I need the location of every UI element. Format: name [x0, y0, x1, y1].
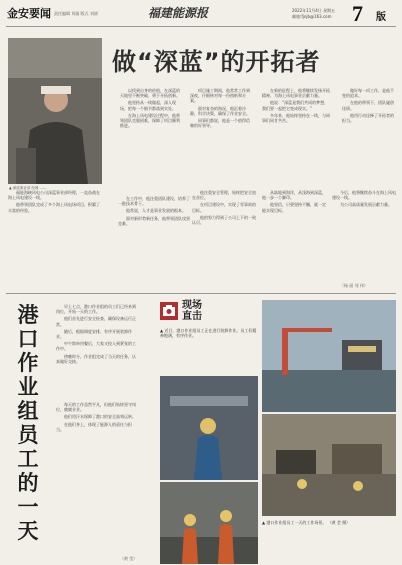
paragraph: 他坚持从一线做起，深入现场，把每一个细节都落到实处。: [120, 100, 176, 111]
article-column: [120, 88, 180, 130]
photo-caption: ▲ 深蓝事业部 经理 ……: [9, 186, 47, 190]
article-author: （杨 丽 刘 伟）: [340, 283, 368, 288]
article-headline: 做“深蓝”的开拓者: [112, 48, 321, 76]
paragraph: 福能海峡风电公司深蓝事业部经理，一直奋战在海上风电建设一线。: [8, 190, 100, 201]
scene-title-line: 直击: [182, 311, 202, 322]
paragraph: 他说：“深蓝是我们共同的梦想，我们要一起把它变成现实。”: [262, 100, 329, 111]
vertical-headline: 港口作业组员工的一天: [17, 302, 39, 543]
article-column: [190, 88, 250, 130]
paragraph: 随后，根据调度安排，有序开展装卸作业。: [56, 328, 132, 340]
paragraph: 多年来，他始终坚持在一线，与同事们同甘共苦。: [262, 112, 330, 124]
article-author: （黄 莹）: [120, 556, 138, 561]
worker-photo-graphic: [160, 482, 258, 564]
paragraph: 在工作中，他注重团队建设，培养了一批技术骨干。: [118, 196, 190, 207]
scene-title-line: 现场: [182, 300, 202, 311]
worker-photo-graphic: [160, 376, 258, 480]
paragraph: 面对新形势新任务，他带领团队攻坚克难。: [118, 215, 190, 226]
article-column: [262, 88, 332, 125]
article-column: [192, 190, 258, 227]
paragraph: 他坚信，只要坚持不懈，就一定能实现目标。: [262, 202, 326, 213]
paragraph: 在他们身上，体现了能源人的责任与担当。: [56, 421, 132, 432]
photo-caption: ▲ 近日，港口作业组员工正在进行装卸作业。员工们精神饱满，有序作业。: [160, 328, 257, 339]
camera-icon: [160, 302, 178, 320]
dock-photo-graphic: [262, 414, 396, 516]
paragraph: 他常说，人才是事业发展的根本。: [126, 208, 186, 214]
editor-line: 责任编辑 刘瑜 版式 刘倩: [54, 11, 98, 16]
section-rule: [6, 293, 396, 294]
article-column: [118, 196, 190, 228]
paragraph: 傍晚时分，作业组完成了当天的任务，认真做好交接。: [56, 353, 136, 364]
worker-photo: [160, 376, 258, 480]
portrait-photo-graphic: [8, 38, 102, 184]
paragraph: 面对复杂的海况，他沉着冷静，科学决策，确保了作业安全。: [190, 105, 250, 116]
paragraph: 项目施工期间，他常常工作到深夜，仔细核对每一份图纸和方案。: [190, 88, 250, 104]
page-unit: 版: [376, 12, 386, 23]
page-header: [0, 0, 402, 26]
article-column: [342, 88, 396, 125]
scene-label: [160, 300, 222, 322]
issue-date: 2022年11月4日 星期五: [292, 8, 336, 13]
paragraph: 中午简单用餐后，大家又投入到紧张的工作中。: [56, 341, 136, 352]
newspaper-title: 福建能源报: [148, 6, 209, 20]
port-photo-graphic: [262, 300, 396, 412]
article-column: [332, 190, 396, 210]
article-column: [56, 304, 138, 366]
port-photo: [262, 300, 396, 412]
paragraph: 在海上风电建设过程中，他带领团队克服困难，保障了项目顺利推进。: [120, 112, 180, 129]
paragraph: 他的努力得到了公司上下的一致认可。: [192, 214, 256, 226]
paragraph: 在项目建设中，实现了零事故的目标。: [192, 202, 256, 213]
paragraph: 做好每一项工作，是他不变的追求。: [342, 88, 394, 99]
photo-caption: ▲ 港口作业组员工一天的工作场景。 （黄 莹 摄）: [262, 520, 351, 525]
paragraph: 在新的征程上，他将继续发扬开拓精神，为海上风电事业贡献力量。: [262, 88, 330, 99]
worker-photo: [160, 482, 258, 564]
paragraph: 他带领团队完成了多个海上风电场项目，积累了丰富的经验。: [8, 202, 100, 213]
article-column: [8, 190, 102, 215]
paragraph: 他注重安全管理，始终把安全放在首位。: [192, 190, 256, 201]
article-column: [56, 402, 138, 434]
camera-icon-graphic: [160, 302, 178, 320]
paragraph: 早上七点，港口作业组的员工们已经来到岗位，开始一天的工作。: [56, 304, 136, 315]
paragraph: 为公司高质量发展贡献力量。: [340, 202, 392, 208]
section-title: 金安要闻: [7, 7, 51, 20]
email-line: 邮箱:fjnjb@163.com: [292, 14, 332, 19]
paragraph: 今后，他将继续奋斗在海上风电建设一线。: [332, 190, 396, 201]
scene-title: [182, 300, 202, 322]
portrait-photo: [8, 38, 102, 184]
paragraph: 在他的带领下，团队屡创佳绩。: [342, 100, 394, 111]
page-number: 7: [352, 1, 363, 26]
paragraph: 从陆地到海洋，从浅海到深蓝，他一步一个脚印。: [262, 190, 326, 201]
paragraph: 同事们都说，他是一个值得信赖的好领导。: [190, 118, 250, 129]
dock-photo: [262, 414, 396, 516]
article-column: [262, 190, 328, 215]
paragraph: 他们首先进行安全检查，确保设备运行正常。: [56, 316, 136, 327]
paragraph: 每天的工作虽然平凡，但他们始终坚守岗位，兢兢业业。: [56, 402, 136, 413]
header-rule: [6, 26, 396, 27]
paragraph: 他用行动诠释了开拓者的担当。: [342, 112, 394, 124]
paragraph: 以找到自身的价值，在深蓝的天地里不断突破，勇于开拓创新。: [120, 88, 180, 99]
paragraph: 他们用汗水保障了港口的安全高效运转。: [64, 414, 136, 420]
